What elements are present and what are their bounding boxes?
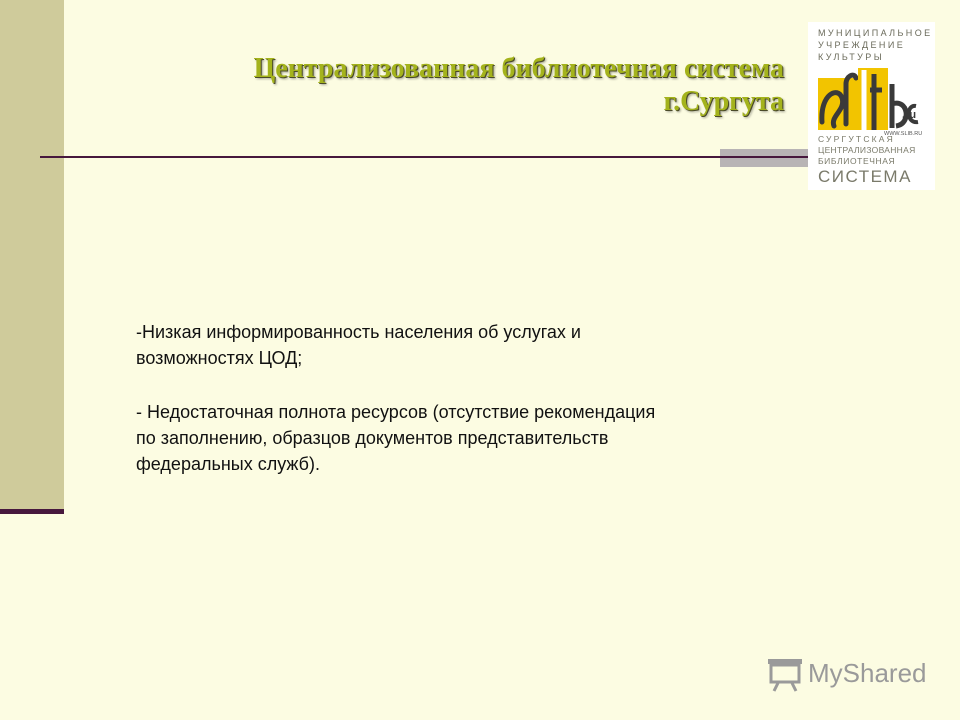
paragraph-2-line-1: - Недостаточная полнота ресурсов (отсутствие рекомендация bbox=[136, 402, 656, 422]
logo-top-line-3: КУЛЬТУРЫ bbox=[818, 52, 885, 62]
logo-top-line-1: МУНИЦИПАЛЬНОЕ bbox=[818, 28, 933, 38]
logo-bottom-line-4: СИСТЕМА bbox=[818, 167, 912, 186]
library-logo bbox=[808, 22, 935, 190]
slide-title-line-1: Централизованная библиотечная система bbox=[253, 53, 784, 84]
logo-bottom-line-1: СУРГУТСКАЯ bbox=[818, 134, 896, 144]
paragraph-2-line-2: по заполнению, образцов документов представительств bbox=[136, 428, 609, 448]
logo-bottom-text bbox=[818, 134, 916, 186]
logo-bottom-line-2: ЦЕНТРАЛИЗОВАННАЯ bbox=[818, 145, 916, 155]
title-rule bbox=[40, 156, 815, 158]
slide-body bbox=[136, 319, 856, 477]
slide-title-line-2: г.Сургута bbox=[663, 86, 784, 117]
presentation-board-icon bbox=[766, 657, 804, 693]
title-rule-accent bbox=[720, 149, 815, 167]
watermark-text: MyShared bbox=[808, 658, 927, 688]
left-accent-bar-footer bbox=[0, 509, 64, 514]
slide-title bbox=[104, 52, 784, 118]
slib-logo-mark bbox=[816, 64, 926, 136]
logo-top-line-2: УЧРЕЖДЕНИЕ bbox=[818, 40, 906, 50]
logo-bottom-line-3: БИБЛИОТЕЧНАЯ bbox=[818, 156, 896, 166]
paragraph-1-line-1: -Низкая информированность населения об услугах и bbox=[136, 322, 581, 342]
paragraph-spacer bbox=[136, 371, 856, 399]
paragraph-1-line-2: возможностях ЦОД; bbox=[136, 348, 303, 368]
paragraph-2-line-3: федеральных служб). bbox=[136, 454, 320, 474]
logo-site-url: WWW.SLIB.RU bbox=[884, 131, 923, 136]
logo-top-text bbox=[818, 27, 933, 63]
myshared-watermark bbox=[766, 655, 926, 695]
left-accent-bar bbox=[0, 0, 64, 513]
logo-domain-suffix: .ru bbox=[902, 109, 917, 121]
